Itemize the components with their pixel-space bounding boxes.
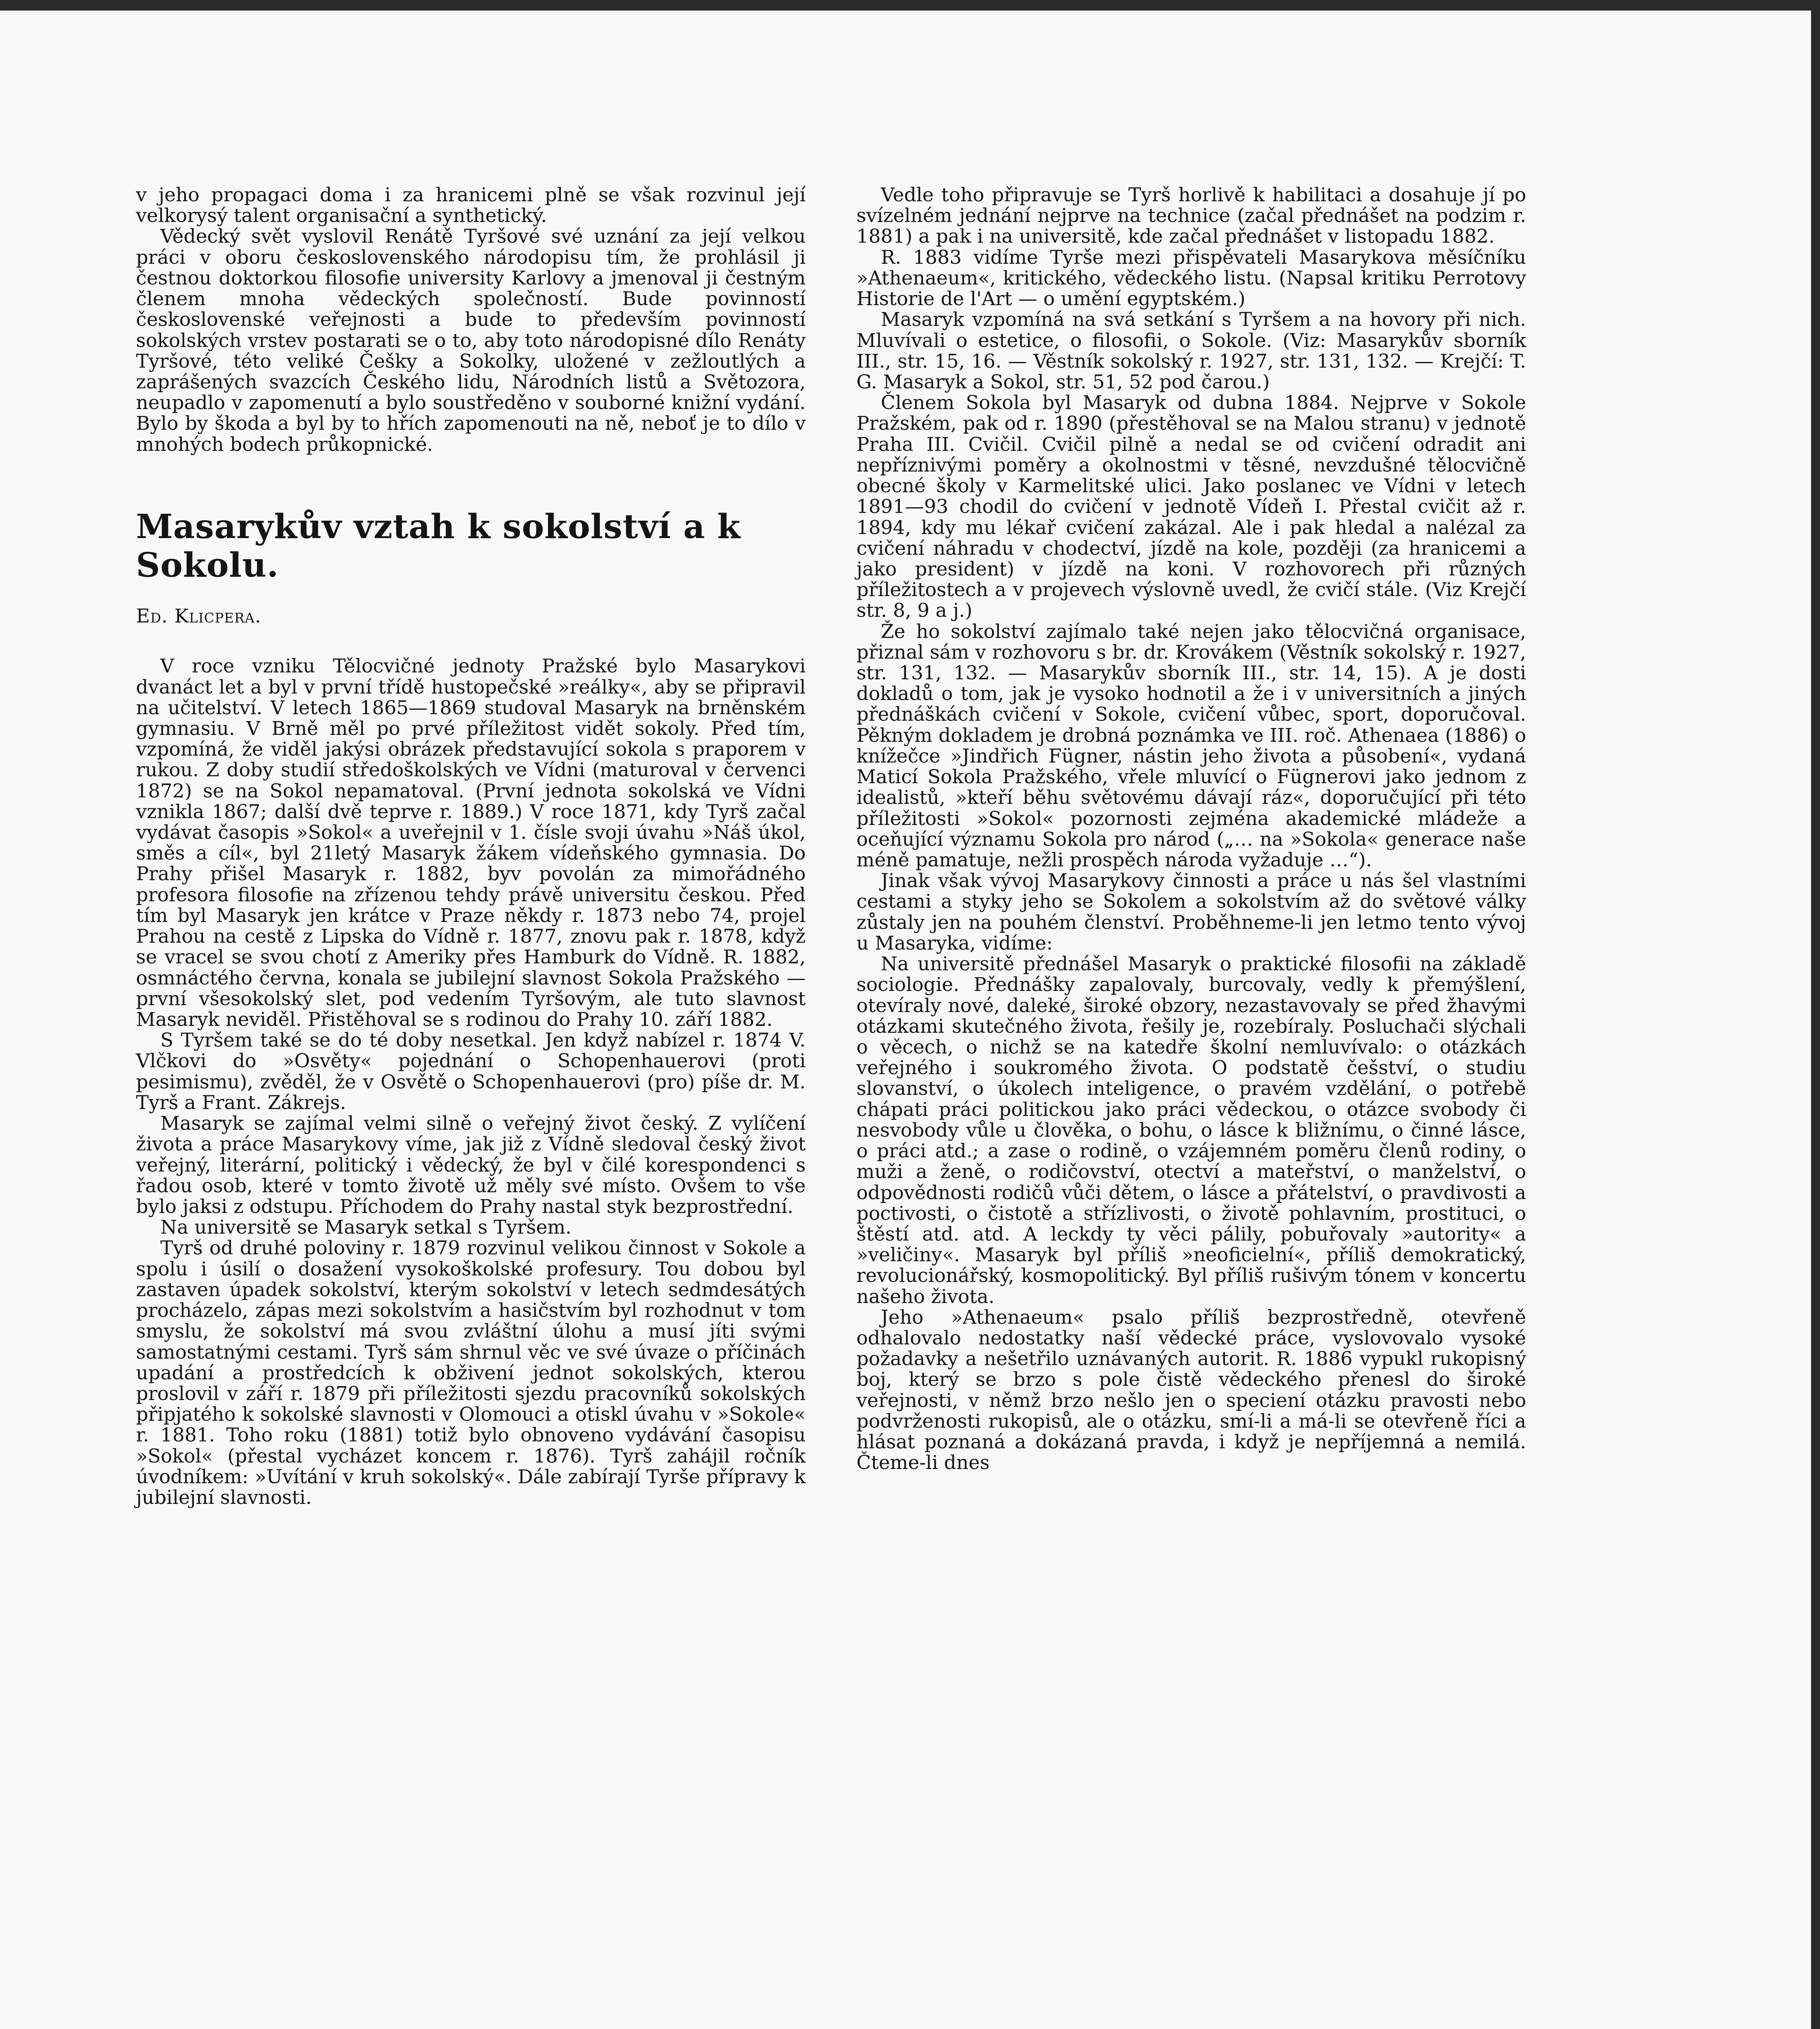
paragraph: R. 1883 vidíme Tyrše mezi přispěvateli Masarykova měsíčníku »Athenaeum«, kritického, vědeckého listu. (Napsal kritiku Perrotovy Historie de l'Art — o umění egyptském.): [856, 246, 1526, 310]
paragraph: Masaryk se zajímal velmi silně o veřejný život český. Z vylíčení života a práce Masarykovy víme, jak již z Vídně sledoval český život veřejný, literární, politický i vědecký, že byl v čilé korespondenci s řadou osob, které v tomto životě už měly své místo. Ovšem to vše bylo jaksi z odstupu. Příchodem do Prahy nastal styk bezprostřední.: [136, 1112, 806, 1218]
paragraph: Na universitě přednášel Masaryk o praktické filosofii na základě sociologie. Přednášky zapalovaly, burcovaly, vedly k přemýšlení, otevíraly nové, daleké, široké obzory, nezastavovaly se před žhavými otázkami skutečného života, řešily je, rozebíraly. Posluchači slýchali o věcech, o nichž se na katedře školní nemluvívalo: o otázkách veřejného i soukromého života. O podstatě češství, o studiu slovanství, o úkolech inteligence, o pravém vzdělání, o potřebě chápati práci politickou jako práci vědeckou, o otázce svobody či nesvobody vůle u člověka, o bohu, o lásce k bližnímu, o činné lásce, o práci atd.; a zase o rodině, o vzájemném poměru členů rodiny, o muži a ženě, o rodičovství, otectví a mateřství, o manželství, o odpovědnosti rodičů vůči dětem, o lásce a přátelství, o pravdivosti a poctivosti, o čistotě a střízlivosti, o životě pohlavním, prostituci, o štěstí atd. atd. A leckdy ty věci pálily, pobuřovaly »autority« a »veličiny«. Masaryk byl příliš »neoficielní«, příliš demokratický, revolucionářský, kosmopolitický. Byl příliš rušivým tónem v koncertu našeho života.: [856, 953, 1526, 1308]
scan-top-edge: [0, 0, 1820, 11]
paragraph: Vedle toho připravuje se Tyrš horlivě k habilitaci a dosahuje jí po svízelném jednání nejprve na technice (začal přednášet na podzim r. 1881) a pak i na universitě, kde začal přednášet v listopadu 1882.: [856, 184, 1526, 248]
paragraph: Na universitě se Masaryk setkal s Tyršem.: [160, 1216, 572, 1239]
left-column: [136, 185, 806, 1508]
article-title: Masarykův vztah k sokolství a k Sokolu.: [136, 507, 741, 585]
paragraph: S Tyršem také se do té doby nesetkal. Jen když nabízel r. 1874 V. Vlčkovi do »Osvěty« pojednání o Schopenhauerovi (proti pesimismu), zvěděl, že v Osvětě o Schopenhauerovi (pro) píše dr. M. Tyrš a Frant. Zákrejs.: [136, 1029, 806, 1114]
paragraph: Masaryk vzpomíná na svá setkání s Tyršem a na hovory při nich. Mluvívali o estetice, o filosofii, o Sokole. (Viz: Masarykův sborník III., str. 15, 16. — Věstník sokolský r. 1927, str. 131, 132. — Krejčí: T. G. Masaryk a Sokol, str. 51, 52 pod čarou.): [856, 308, 1526, 393]
paragraph: Tyrš od druhé poloviny r. 1879 rozvinul velikou činnost v Sokole a spolu i úsilí o dosažení vysokoškolské profesury. Tou dobou byl zastaven úpadek sokolství, kterým sokolství v letech sedmdesátých procházelo, zápas mezi sokolstvím a hasičstvím byl rozhodnut v tom smyslu, že sokolství má svou zvláštní úlohu a musí jíti svými samostatnými cestami. Tyrš sám shrnul věc ve své úvaze o příčinách upadání a prostředcích k obživení jednot sokolských, kterou proslovil v září r. 1879 při příležitosti sjezdu pracovníků sokolských připjatého k sokolské slavnosti v Olomouci a otiskl úvahu v »Sokole« r. 1881. Toho roku (1881) totiž bylo obnoveno vydávání časopisu »Sokol« (přestal vycházet koncem r. 1876). Tyrš zahájil ročník úvodníkem: »Uvítání v kruh sokolský«. Dále zabírají Tyrše přípravy k jubilejní slavnosti.: [136, 1237, 806, 1509]
byline: Ed. Klicpera.: [136, 605, 261, 628]
paragraph: V roce vzniku Tělocvičné jednoty Pražské bylo Masarykovi dvanáct let a byl v první třídě hustopečské »reálky«, aby se připravil na učitelství. V letech 1865—1869 studoval Masaryk na brněnském gymnasiu. V Brně měl po prvé příležitost vidět sokoly. Před tím, vzpomíná, že viděl jakýsi obrázek představující sokola s praporem v rukou. Z doby studií středoškolských ve Vídni (maturoval v červenci 1872) se na Sokol nepamatoval. (První jednota sokolská ve Vídni vznikla 1867; další dvě teprve r. 1889.) V roce 1871, kdy Tyrš začal vydávat časopis »Sokol« a uveřejnil v 1. čísle svoji úvahu »Náš úkol, směs a cíl«, byl 21letý Masaryk žákem vídeňského gymnasia. Do Prahy přišel Masaryk r. 1882, byv povolán za mimořádného profesora filosofie na zřízenou tehdy právě universitu českou. Před tím byl Masaryk jen krátce v Praze někdy r. 1873 nebo 74, projel Prahou na cestě z Lipska do Vídně r. 1877, znovu pak r. 1878, když se vracel se svou chotí z Ameriky přes Hamburk do Vídně. R. 1882, osmnáctého června, konala se jubilejní slavnost Sokola Pražského — první všesokolský slet, pod vedením Tyršovým, ale tuto slavnost Masaryk neviděl. Přistěhoval se s rodinou do Prahy 10. září 1882.: [136, 655, 806, 1031]
paragraph: Vědecký svět vyslovil Renátě Tyršové své uznání za její velkou práci v oboru československého národopisu tím, že prohlásil ji čestnou doktorkou filosofie university Karlovy a jmenoval ji čestným členem mnoha vědeckých společností. Bude povinností československé veřejnosti a bude to především povinností sokolských vrstev postarati se o to, aby toto národopisné dílo Renáty Tyršové, této veliké Češky a Sokolky, uložené v zežloutlých a zaprášených svazcích Českého lidu, Národních listů a Světozora, neupadlo v zapomenutí a bylo soustředěno v souborné knižní vydání. Bylo by škoda a byl by to hřích zapomenouti na ně, neboť je to dílo v mnohých bodech průkopnické.: [136, 225, 806, 456]
paragraph: Jeho »Athenaeum« psalo příliš bezprostředně, otevřeně odhalovalo nedostatky naší vědecké práce, vyslovovalo vysoké požadavky a nešetřilo uznávaných autorit. R. 1886 vypukl rukopisný boj, který se brzo s pole čistě vědeckého přenesl do široké veřejnosti, v němž brzo nešlo jen o speciení otázku pravosti nebo podvrženosti rukopisů, ale o otázku, smí-li a má-li se otevřeně říci a hlásat poznaná a dokázaná pravda, i když je nepříjemná a nemilá. Čteme-li dnes: [856, 1306, 1526, 1474]
paragraph: Členem Sokola byl Masaryk od dubna 1884. Nejprve v Sokole Pražském, pak od r. 1890 (přestěhoval se na Malou stranu) v jednotě Praha III. Cvičil. Cvičil pilně a nedal se od cvičení odradit ani nepříznivými poměry a okolnostmi v těsné, nevzdušné tělocvičně obecné školy v Karmelitské ulici. Jako poslanec ve Vídni v letech 1891—93 chodil do cvičení v jednotě Vídeň I. Přestal cvičit až r. 1894, kdy mu lékař cvičení zakázal. Ale i pak hledal a nalézal za cvičení náhradu v chodectví, jízdě na kole, později (za hranicemi a jako president) v jízdě na koni. V rozhovorech při různých příležitostech a v projevech výslovně uvedl, že cvičí stále. (Viz Krejčí str. 8, 9 a j.): [856, 392, 1526, 622]
scan-right-edge: [1811, 0, 1820, 2029]
right-column: [856, 185, 1526, 1473]
paragraph: Že ho sokolství zajímalo také nejen jako tělocvičná organisace, přiznal sám v rozhovoru s br. dr. Krovákem (Věstník sokolský r. 1927, str. 131, 132. — Masarykův sborník III., str. 14, 15). A je dosti dokladů o tom, jak je vysoko hodnotil a že i v universitních a jiných přednáškách cvičení v Sokole, cvičení vůbec, sport, doporučoval. Pěkným dokladem je drobná poznámka ve III. roč. Athenaea (1886) o knížečce »Jindřich Fügner, nástin jeho života a působení«, vydaná Maticí Sokola Pražského, vřele mluvící o Fügnerovi jako jednom z idealistů, »kteří běhu světovému dávají ráz«, doporučující při této příležitosti »Sokol« pozornosti zejména akademické mládeže a oceňující významu Sokola pro národ („… na »Sokola« generace naše méně pamatuje, nežli prospěch národa vyžaduje …“).: [856, 620, 1526, 871]
paragraph: Jinak však vývoj Masarykovy činnosti a práce u nás šel vlastními cestami a styky jeho se Sokolem a sokolstvím až do světové války zůstaly jen na pouhém členství. Proběhneme-li jen letmo tento vývoj u Masaryka, vidíme:: [856, 870, 1526, 954]
paragraph: v jeho propagaci doma i za hranicemi plně se však rozvinul její velkorysý talent organisační a synthetický.: [136, 184, 806, 227]
